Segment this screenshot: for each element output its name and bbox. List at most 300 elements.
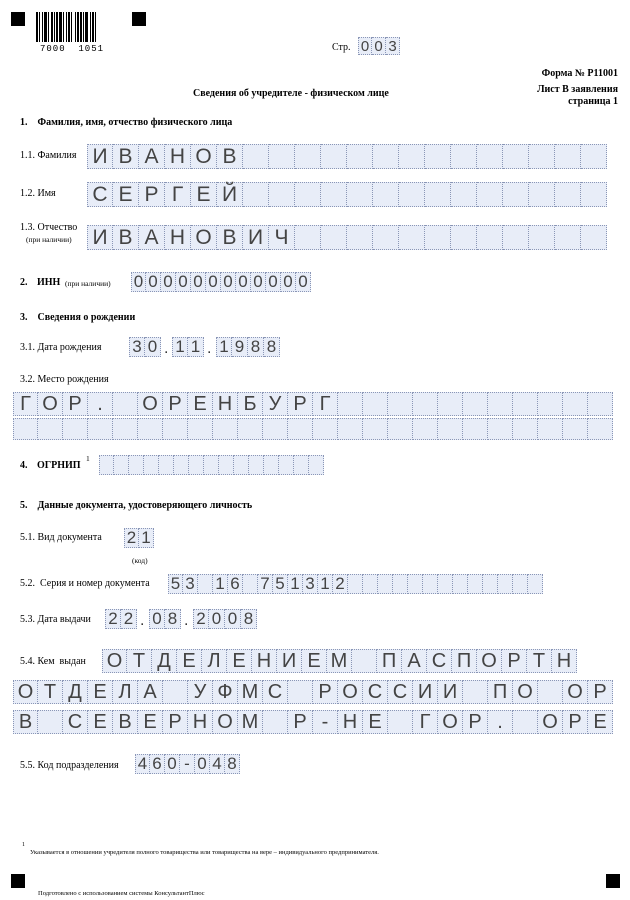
char-cell: 0: [209, 609, 225, 629]
char-cell: [563, 418, 588, 440]
char-cell: [378, 574, 393, 594]
char-cell: [243, 182, 269, 207]
char-cell: 1: [172, 337, 188, 357]
char-cell: 8: [225, 754, 240, 774]
char-cell: [113, 392, 138, 416]
char-cell: О: [213, 710, 238, 734]
doc-series-number-label: 5.2. Серия и номер документа: [20, 578, 150, 589]
footnote-text: Указывается в отношении учредителя полного товарищества или товарищества на вере – индивидуального предпринимателя.: [30, 849, 379, 856]
char-cell: Ч: [269, 225, 295, 250]
char-cell: Р: [502, 649, 527, 673]
char-cell: П: [452, 649, 477, 673]
doc-type-field[interactable]: [124, 528, 154, 548]
char-cell: 1: [188, 337, 204, 357]
char-cell: -: [180, 754, 195, 774]
char-cell: [399, 225, 425, 250]
birth-date-label: 3.1. Дата рождения: [20, 342, 102, 353]
issued-by-field-line1[interactable]: [102, 649, 577, 673]
char-cell: [321, 144, 347, 169]
char-cell: 2: [124, 528, 139, 548]
char-cell: Е: [188, 392, 213, 416]
char-cell: [425, 182, 451, 207]
issued-by-field-line3[interactable]: [13, 710, 613, 734]
char-cell: 0: [206, 272, 221, 292]
doc-series-number-field[interactable]: [168, 574, 543, 594]
char-cell: О: [102, 649, 127, 673]
corner-marker-bottom-right: [606, 874, 620, 888]
char-cell: [295, 144, 321, 169]
char-cell: .: [88, 392, 113, 416]
char-cell: [38, 418, 63, 440]
char-cell: 0: [191, 272, 206, 292]
char-cell: [399, 144, 425, 169]
char-cell: [347, 182, 373, 207]
char-cell: 1: [288, 574, 303, 594]
char-cell: Е: [191, 182, 217, 207]
inn-number: 2.: [20, 277, 28, 288]
char-cell: 0: [358, 37, 372, 55]
char-cell: Д: [63, 680, 88, 704]
char-cell: Г: [165, 182, 191, 207]
char-cell: О: [477, 649, 502, 673]
char-cell: Е: [88, 710, 113, 734]
char-cell: С: [388, 680, 413, 704]
section-title: Сведения об учредителе - физическом лице: [193, 88, 389, 99]
char-cell: [393, 574, 408, 594]
char-cell: Н: [188, 710, 213, 734]
char-cell: [503, 225, 529, 250]
char-cell: Ф: [213, 680, 238, 704]
char-cell: [498, 574, 513, 594]
char-cell: [513, 574, 528, 594]
char-cell: .: [488, 710, 513, 734]
char-cell: [204, 455, 219, 475]
ogrnip-footnote-mark: 1: [86, 454, 90, 463]
char-cell: 5: [273, 574, 288, 594]
char-cell: [288, 680, 313, 704]
date-separator: .: [207, 340, 212, 357]
char-cell: 0: [296, 272, 311, 292]
char-cell: А: [402, 649, 427, 673]
char-cell: [279, 455, 294, 475]
char-cell: И: [87, 144, 113, 169]
char-cell: 2: [193, 609, 209, 629]
char-cell: [295, 182, 321, 207]
char-cell: О: [513, 680, 538, 704]
department-code-field[interactable]: [135, 754, 240, 774]
char-cell: [468, 574, 483, 594]
char-cell: [249, 455, 264, 475]
issue-day-field[interactable]: [105, 609, 137, 629]
char-cell: [313, 418, 338, 440]
char-cell: [113, 418, 138, 440]
char-cell: 8: [165, 609, 181, 629]
char-cell: [234, 455, 249, 475]
char-cell: Р: [288, 710, 313, 734]
char-cell: [347, 144, 373, 169]
char-cell: 3: [303, 574, 318, 594]
char-cell: [388, 392, 413, 416]
issue-date-label: 5.3. Дата выдачи: [20, 614, 91, 625]
char-cell: [363, 574, 378, 594]
char-cell: [538, 418, 563, 440]
char-cell: [581, 225, 607, 250]
char-cell: [529, 144, 555, 169]
char-cell: Г: [13, 392, 38, 416]
char-cell: [413, 418, 438, 440]
char-cell: Р: [463, 710, 488, 734]
char-cell: [438, 392, 463, 416]
char-cell: Н: [338, 710, 363, 734]
char-cell: 0: [251, 272, 266, 292]
char-cell: 2: [105, 609, 121, 629]
char-cell: [488, 392, 513, 416]
first-name-label: 1.2. Имя: [20, 188, 56, 199]
char-cell: А: [139, 225, 165, 250]
char-cell: С: [87, 182, 113, 207]
char-cell: Т: [527, 649, 552, 673]
char-cell: И: [413, 680, 438, 704]
inn-label: ИНН: [37, 277, 61, 288]
corner-marker-bottom-left: [11, 874, 25, 888]
char-cell: 0: [236, 272, 251, 292]
char-cell: 1: [213, 574, 228, 594]
ogrnip-number: 4.: [20, 460, 28, 471]
char-cell: [309, 455, 324, 475]
department-code-label: 5.5. Код подразделения: [20, 760, 119, 771]
char-cell: Р: [288, 392, 313, 416]
surname-label: 1.1. Фамилия: [20, 150, 77, 161]
char-cell: 0: [281, 272, 296, 292]
page-number-field: [358, 37, 400, 55]
char-cell: О: [563, 680, 588, 704]
char-cell: Н: [213, 392, 238, 416]
doc-type-label: 5.1. Вид документа: [20, 532, 102, 543]
char-cell: А: [138, 680, 163, 704]
char-cell: 6: [150, 754, 165, 774]
patronymic-label: 1.3. Отчество: [20, 222, 78, 233]
char-cell: [477, 144, 503, 169]
char-cell: [138, 418, 163, 440]
char-cell: [163, 680, 188, 704]
char-cell: М: [238, 710, 263, 734]
char-cell: П: [377, 649, 402, 673]
issue-year-field[interactable]: [193, 609, 257, 629]
issued-by-label: 5.4. Кем выдан: [20, 656, 86, 667]
birth-month-field[interactable]: [172, 337, 204, 357]
char-cell: Г: [413, 710, 438, 734]
corner-marker-top-right: [132, 12, 146, 26]
char-cell: [581, 144, 607, 169]
char-cell: [503, 144, 529, 169]
char-cell: 0: [146, 272, 161, 292]
form-title: Форма № Р11001: [541, 68, 618, 79]
char-cell: [529, 225, 555, 250]
char-cell: В: [217, 144, 243, 169]
char-cell: 3: [129, 337, 145, 357]
char-cell: [463, 392, 488, 416]
char-cell: 2: [121, 609, 137, 629]
char-cell: Е: [177, 649, 202, 673]
char-cell: 3: [183, 574, 198, 594]
char-cell: [555, 182, 581, 207]
char-cell: 0: [225, 609, 241, 629]
char-cell: Р: [163, 710, 188, 734]
char-cell: О: [338, 680, 363, 704]
char-cell: [413, 392, 438, 416]
char-cell: М: [238, 680, 263, 704]
char-cell: Н: [252, 649, 277, 673]
char-cell: [352, 649, 377, 673]
char-cell: И: [87, 225, 113, 250]
char-cell: 0: [372, 37, 386, 55]
page-label: Стр.: [332, 42, 351, 53]
char-cell: [99, 455, 114, 475]
char-cell: О: [438, 710, 463, 734]
char-cell: [513, 710, 538, 734]
char-cell: 0: [161, 272, 176, 292]
char-cell: 0: [195, 754, 210, 774]
char-cell: И: [277, 649, 302, 673]
char-cell: О: [191, 225, 217, 250]
corner-marker-top-left: [11, 12, 25, 26]
char-cell: 5: [168, 574, 183, 594]
char-cell: Р: [588, 680, 613, 704]
char-cell: [588, 418, 613, 440]
char-cell: У: [188, 680, 213, 704]
char-cell: 6: [228, 574, 243, 594]
char-cell: 0: [266, 272, 281, 292]
char-cell: 0: [145, 337, 161, 357]
char-cell: Г: [313, 392, 338, 416]
char-cell: [174, 455, 189, 475]
issue-month-field[interactable]: [149, 609, 181, 629]
char-cell: Л: [202, 649, 227, 673]
char-cell: [269, 182, 295, 207]
char-cell: [423, 574, 438, 594]
char-cell: М: [327, 649, 352, 673]
char-cell: [588, 392, 613, 416]
char-cell: 1: [318, 574, 333, 594]
char-cell: Р: [563, 710, 588, 734]
char-cell: В: [217, 225, 243, 250]
barcode-number: 7000 1051: [40, 44, 105, 54]
char-cell: В: [113, 225, 139, 250]
char-cell: 2: [333, 574, 348, 594]
char-cell: И: [243, 225, 269, 250]
char-cell: 0: [165, 754, 180, 774]
char-cell: 0: [131, 272, 146, 292]
char-cell: 0: [149, 609, 165, 629]
char-cell: [408, 574, 423, 594]
char-cell: П: [488, 680, 513, 704]
char-cell: 1: [139, 528, 154, 548]
char-cell: [513, 392, 538, 416]
char-cell: [114, 455, 129, 475]
char-cell: [477, 182, 503, 207]
char-cell: [63, 418, 88, 440]
char-cell: [555, 225, 581, 250]
char-cell: У: [263, 392, 288, 416]
char-cell: [388, 710, 413, 734]
char-cell: О: [191, 144, 217, 169]
char-cell: Р: [139, 182, 165, 207]
char-cell: Р: [313, 680, 338, 704]
inn-note: (при наличии): [65, 279, 111, 288]
ogrnip-field[interactable]: [99, 455, 324, 475]
char-cell: [198, 574, 213, 594]
char-cell: Н: [165, 144, 191, 169]
char-cell: [581, 182, 607, 207]
char-cell: 9: [232, 337, 248, 357]
date-separator: .: [184, 612, 189, 629]
char-cell: [488, 418, 513, 440]
char-cell: [538, 680, 563, 704]
char-cell: [88, 418, 113, 440]
char-cell: О: [138, 392, 163, 416]
ogrnip-label: ОГРНИП: [37, 460, 81, 471]
section-5-title: 5. Данные документа, удостоверяющего личность: [20, 500, 253, 511]
char-cell: 3: [386, 37, 400, 55]
char-cell: С: [363, 680, 388, 704]
birth-place-field-line1[interactable]: [13, 392, 613, 416]
char-cell: [159, 455, 174, 475]
char-cell: [264, 455, 279, 475]
char-cell: [373, 182, 399, 207]
char-cell: 8: [241, 609, 257, 629]
char-cell: [189, 455, 204, 475]
char-cell: Е: [227, 649, 252, 673]
char-cell: [363, 418, 388, 440]
char-cell: Е: [302, 649, 327, 673]
char-cell: [513, 418, 538, 440]
char-cell: [438, 574, 453, 594]
char-cell: Е: [588, 710, 613, 734]
birth-year-field[interactable]: [216, 337, 280, 357]
char-cell: 4: [135, 754, 150, 774]
char-cell: [219, 455, 234, 475]
section-3-title: 3. Сведения о рождении: [20, 312, 136, 323]
char-cell: [463, 418, 488, 440]
char-cell: [529, 182, 555, 207]
char-cell: Д: [152, 649, 177, 673]
char-cell: [563, 392, 588, 416]
char-cell: [163, 418, 188, 440]
issued-by-field-line2[interactable]: [13, 680, 613, 704]
surname-field[interactable]: [87, 144, 607, 169]
char-cell: Е: [138, 710, 163, 734]
char-cell: [483, 574, 498, 594]
char-cell: 8: [248, 337, 264, 357]
char-cell: О: [38, 392, 63, 416]
char-cell: [213, 418, 238, 440]
char-cell: [321, 225, 347, 250]
barcode-image: [36, 12, 98, 42]
char-cell: [373, 144, 399, 169]
doc-type-note: (код): [132, 556, 148, 565]
char-cell: Б: [238, 392, 263, 416]
char-cell: О: [13, 680, 38, 704]
char-cell: [263, 710, 288, 734]
first-name-field[interactable]: [87, 182, 607, 207]
char-cell: [188, 418, 213, 440]
char-cell: С: [63, 710, 88, 734]
birth-place-label: 3.2. Место рождения: [20, 374, 109, 385]
char-cell: [373, 225, 399, 250]
char-cell: [438, 418, 463, 440]
char-cell: [243, 144, 269, 169]
char-cell: Т: [127, 649, 152, 673]
char-cell: [425, 225, 451, 250]
footnote-mark: 1: [22, 842, 25, 848]
char-cell: А: [139, 144, 165, 169]
char-cell: В: [113, 710, 138, 734]
char-cell: [363, 392, 388, 416]
char-cell: Н: [552, 649, 577, 673]
char-cell: И: [438, 680, 463, 704]
char-cell: [295, 225, 321, 250]
char-cell: В: [13, 710, 38, 734]
char-cell: [477, 225, 503, 250]
char-cell: Е: [113, 182, 139, 207]
char-cell: [555, 144, 581, 169]
char-cell: [129, 455, 144, 475]
patronymic-field[interactable]: [87, 225, 607, 250]
date-separator: .: [164, 340, 169, 357]
inn-field[interactable]: [131, 272, 311, 292]
patronymic-note: (при наличии): [26, 235, 72, 244]
char-cell: [503, 182, 529, 207]
char-cell: С: [263, 680, 288, 704]
char-cell: [348, 574, 363, 594]
char-cell: 0: [176, 272, 191, 292]
char-cell: Й: [217, 182, 243, 207]
char-cell: [321, 182, 347, 207]
date-separator: .: [140, 612, 145, 629]
char-cell: Т: [38, 680, 63, 704]
sheet-label: Лист В заявления: [537, 84, 618, 95]
char-cell: [463, 680, 488, 704]
char-cell: [269, 144, 295, 169]
char-cell: [144, 455, 159, 475]
char-cell: [243, 574, 258, 594]
char-cell: [538, 392, 563, 416]
birth-place-field-line2[interactable]: [13, 418, 613, 440]
char-cell: 8: [264, 337, 280, 357]
char-cell: В: [113, 144, 139, 169]
char-cell: 4: [210, 754, 225, 774]
sheet-page: страница 1: [568, 96, 618, 107]
char-cell: [338, 392, 363, 416]
char-cell: [263, 418, 288, 440]
char-cell: [528, 574, 543, 594]
char-cell: 1: [216, 337, 232, 357]
char-cell: Е: [363, 710, 388, 734]
char-cell: [451, 182, 477, 207]
char-cell: [347, 225, 373, 250]
char-cell: [294, 455, 309, 475]
char-cell: [399, 182, 425, 207]
char-cell: Е: [88, 680, 113, 704]
char-cell: [451, 225, 477, 250]
char-cell: [338, 418, 363, 440]
char-cell: [13, 418, 38, 440]
char-cell: Н: [165, 225, 191, 250]
char-cell: С: [427, 649, 452, 673]
birth-day-field[interactable]: [129, 337, 161, 357]
char-cell: -: [313, 710, 338, 734]
char-cell: О: [538, 710, 563, 734]
